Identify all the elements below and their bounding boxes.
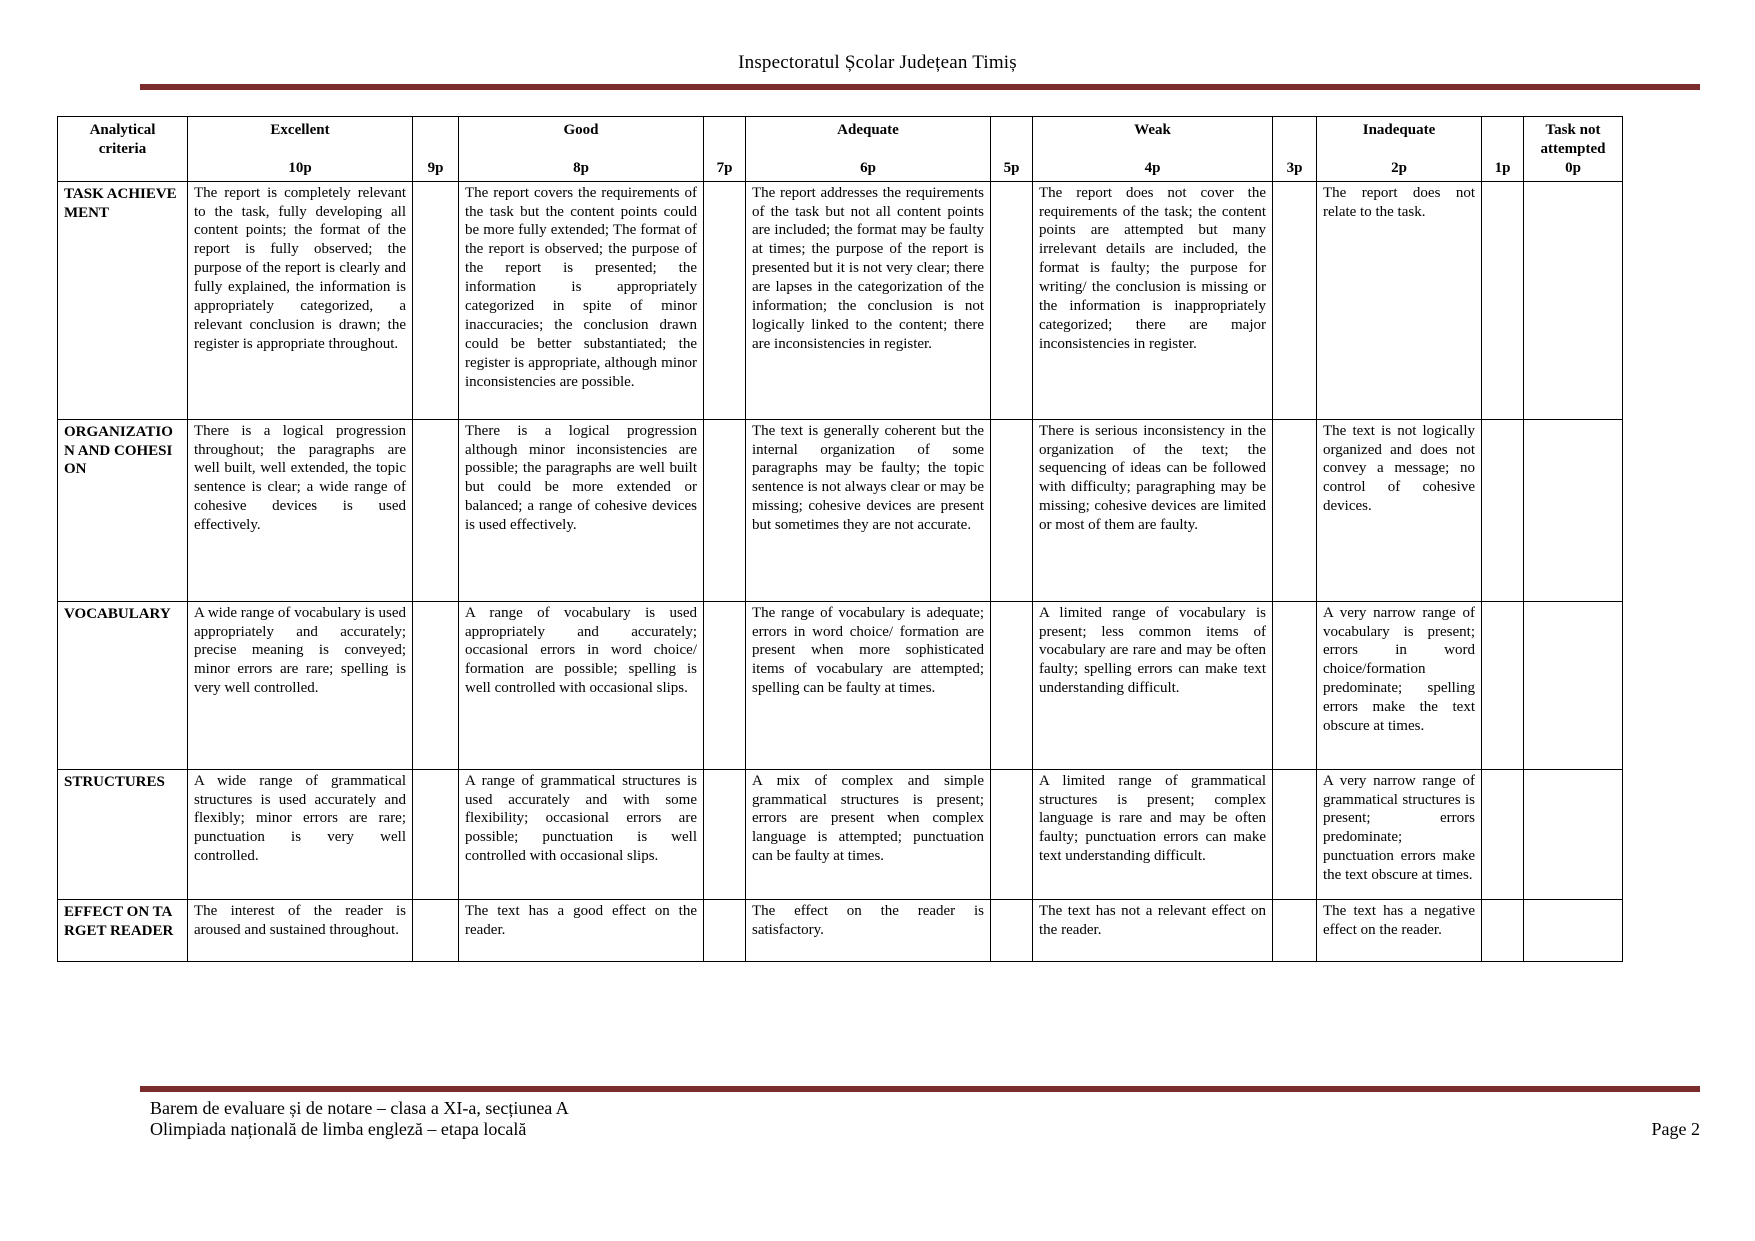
task-not-attempted-cell [1524,181,1623,419]
column-label: Adequate [837,122,899,138]
header-double-rule [140,84,1700,90]
adequate-cell: The text is generally coherent but the internal organization of some paragraphs may be faulty; the topic sentence is not always clear or may be missing; cohesive devices are present but sometimes they are not accurate. [746,419,991,601]
adequate-cell: The effect on the reader is satisfactory. [746,899,991,961]
inadequate-cell: The text is not logically organized and does not convey a message; no control of cohesive devices. [1317,419,1482,601]
score-3p-cell [1273,899,1317,961]
weak-cell: A limited range of vocabulary is present; less common items of vocabulary are rare and may be often faulty; spelling errors can make text understanding difficult. [1033,601,1273,769]
weak-cell: The report does not cover the requirements of the task; the content points are attempted but many irrelevant details are included, the format is faulty; the purpose for writing/ the conclusion is missing or the information is inappropriately categorized; there are major inconsistencies in register. [1033,181,1273,419]
inadequate-cell: The report does not relate to the task. [1317,181,1482,419]
criteria-cell: TASK ACHIEVEMENT [58,181,188,419]
good-cell: A range of grammatical structures is used accurately and with some flexibility; occasional errors are possible; punctuation is well controlled with occasional slips. [459,769,704,899]
inadequate-cell: A very narrow range of grammatical structures is present; errors predominate; punctuation errors make the text obscure at times. [1317,769,1482,899]
points-label: 2p [1391,159,1407,176]
document-title: Inspectoratul Școlar Județean Timiș [738,52,1017,73]
points-label: 9p [427,159,444,176]
points-label: 8p [573,159,589,176]
rubric-row-vocabulary [58,601,1623,769]
points-label: 3p [1286,159,1303,176]
adequate-cell: The report addresses the requirements of the task but not all content points are included; the format may be faulty at times; the purpose of the report is presented but it is not very clear; there are lapses in the categorization of the information; the conclusion is not logically linked to the content; there are inconsistencies in register. [746,181,991,419]
rubric-row-organization-and-cohesion [58,419,1623,601]
criteria-cell: ORGANIZATION AND COHESION [58,419,188,601]
score-1p-cell [1482,601,1524,769]
inadequate-cell: The text has a negative effect on the reader. [1317,899,1482,961]
score-3p-cell [1273,419,1317,601]
footer-line1: Barem de evaluare și de notare – clasa a XI-a, secțiunea A [150,1098,569,1118]
good-cell: There is a logical progression although minor inconsistencies are possible; the paragraphs are well built but could be more extended or balanced; a range of cohesive devices is used effectively. [459,419,704,601]
criteria-cell: STRUCTURES [58,769,188,899]
score-7p-cell [704,181,746,419]
adequate-cell: A mix of complex and simple grammatical structures is present; errors are present when complex language is attempted; punctuation can be faulty at times. [746,769,991,899]
score-9p-cell [413,419,459,601]
points-label: 0p [1565,159,1581,176]
score-5p-cell [991,769,1033,899]
header-cell-9p [413,117,459,182]
good-cell: A range of vocabulary is used appropriately and accurately; occasional errors in word choice/ formation are possible; spelling is well controlled with occasional slips. [459,601,704,769]
task-not-attempted-cell [1524,769,1623,899]
rubric-table [57,116,1623,962]
task-not-attempted-cell [1524,899,1623,961]
points-label: 10p [288,159,312,176]
score-3p-cell [1273,601,1317,769]
points-label: 5p [1003,159,1020,176]
rubric-row-effect-on-target-reader [58,899,1623,961]
score-5p-cell [991,899,1033,961]
weak-cell: There is serious inconsistency in the organization of the text; the sequencing of ideas can be followed with difficulty; paragraphing may be missing; cohesive devices are limited or most of them are faulty. [1033,419,1273,601]
rubric-row-structures [58,769,1623,899]
points-label: 6p [860,159,876,176]
score-3p-cell [1273,181,1317,419]
excellent-cell: The report is completely relevant to the task, fully developing all content points; the format of the report is fully observed; the purpose of the report is clearly and fully explained, the information is appropriately categorized, a relevant conclusion is drawn; the register is appropriate throughout. [188,181,413,419]
column-label: Weak [1134,122,1171,138]
excellent-cell: The interest of the reader is aroused and sustained throughout. [188,899,413,961]
score-9p-cell [413,899,459,961]
score-1p-cell [1482,181,1524,419]
footer-line2: Olimpiada națională de limba engleză – etapa locală [150,1119,527,1139]
score-7p-cell [704,601,746,769]
header-cell-criteria [58,117,188,182]
weak-cell: A limited range of grammatical structures is present; complex language is rare and may be often faulty; punctuation errors can make text understanding difficult. [1033,769,1273,899]
excellent-cell: A wide range of vocabulary is used appropriately and accurately; precise meaning is conveyed; minor errors are rare; spelling is very well controlled. [188,601,413,769]
score-9p-cell [413,181,459,419]
footer-double-rule [140,1086,1700,1092]
score-9p-cell [413,769,459,899]
header-cell-inadequate [1317,117,1482,182]
header-cell-7p [704,117,746,182]
score-9p-cell [413,601,459,769]
score-5p-cell [991,601,1033,769]
points-label: 1p [1494,159,1511,176]
weak-cell: The text has not a relevant effect on the reader. [1033,899,1273,961]
points-label: 4p [1144,159,1161,176]
score-7p-cell [704,769,746,899]
excellent-cell: A wide range of grammatical structures is used accurately and flexibly; minor errors are rare; punctuation is very well controlled. [188,769,413,899]
score-7p-cell [704,419,746,601]
column-label: Task not attempted [1540,122,1606,157]
header-cell-5p [991,117,1033,182]
score-5p-cell [991,181,1033,419]
score-1p-cell [1482,899,1524,961]
rubric-row-task-achievement [58,181,1623,419]
score-1p-cell [1482,419,1524,601]
adequate-cell: The range of vocabulary is adequate; errors in word choice/ formation are present when more sophisticated items of vocabulary are attempted; spelling can be faulty at times. [746,601,991,769]
header-cell-3p [1273,117,1317,182]
header-cell-good [459,117,704,182]
column-label: Good [563,122,599,138]
score-5p-cell [991,419,1033,601]
excellent-cell: There is a logical progression throughout; the paragraphs are well built, well extended, the topic sentence is clear; a wide range of cohesive devices is used effectively. [188,419,413,601]
header-cell-adequate [746,117,991,182]
header-cell-excellent [188,117,413,182]
score-1p-cell [1482,769,1524,899]
page-number: Page 2 [1651,1119,1700,1139]
good-cell: The text has a good effect on the reader. [459,899,704,961]
rubric-header-row [58,117,1623,182]
header-cell-weak [1033,117,1273,182]
header-cell-task-not-attempted [1524,117,1623,182]
task-not-attempted-cell [1524,601,1623,769]
criteria-cell: EFFECT ON TARGET READER [58,899,188,961]
task-not-attempted-cell [1524,419,1623,601]
score-3p-cell [1273,769,1317,899]
inadequate-cell: A very narrow range of vocabulary is present; errors in word choice/formation predominate; spelling errors make the text obscure at times. [1317,601,1482,769]
points-label: 7p [716,159,733,176]
page-footer [0,1086,1755,1140]
score-7p-cell [704,899,746,961]
column-label: Inadequate [1362,122,1436,138]
column-label: Analytical criteria [89,122,156,157]
good-cell: The report covers the requirements of the task but the content points could be more fully extended; The format of the report is observed; the purpose of the report is presented; the information is appropriately categorized in spite of minor inaccuracies; the conclusion drawn could be better substantiated; the register is appropriate, although minor inconsistencies are possible. [459,181,704,419]
header-cell-1p [1482,117,1524,182]
column-label: Excellent [270,122,330,138]
criteria-cell: VOCABULARY [58,601,188,769]
